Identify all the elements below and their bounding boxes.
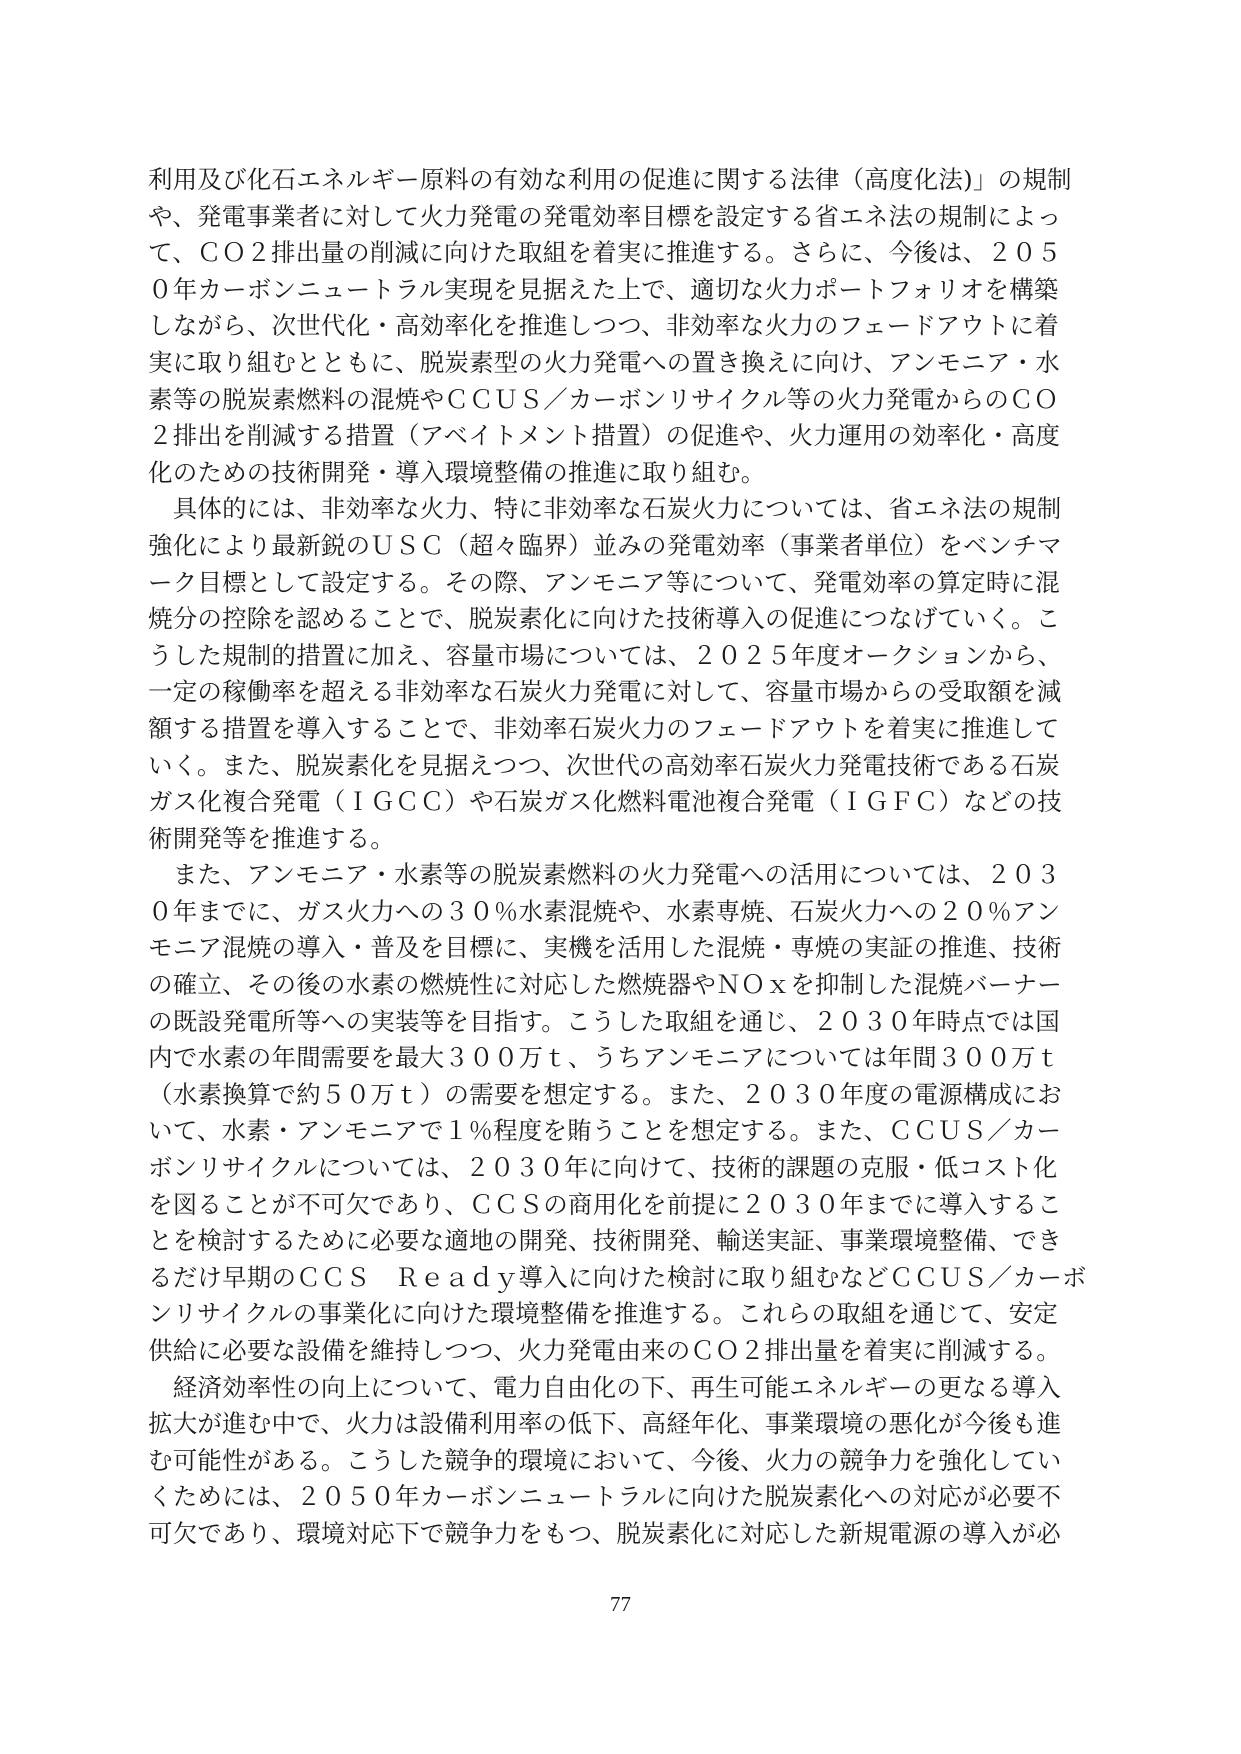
text-line: モニア混焼の導入・普及を目標に、実機を活用した混焼・専焼の実証の推進、技術 xyxy=(148,933,1062,963)
text-line: 強化により最新鋭のＵＳＣ（超々臨界）並みの発電効率（事業者単位）をベンチマ xyxy=(148,530,1062,560)
text-line: ーク目標として設定する。その際、アンモニア等について、発電効率の算定時に混 xyxy=(148,567,1060,597)
text-line: て、ＣＯ２排出量の削減に向けた取組を着実に推進する。さらに、今後は、２０５ xyxy=(148,238,1062,268)
text-line: うした規制的措置に加え、容量市場については、２０２５年度オークションから、 xyxy=(148,640,1063,670)
text-line: とを検討するために必要な適地の開発、技術開発、輸送実証、事業環境整備、でき xyxy=(148,1226,1062,1256)
text-line: （水素換算で約５０万ｔ）の需要を想定する。また、２０３０年度の電源構成にお xyxy=(148,1079,1062,1109)
text-line: 内で水素の年間需要を最大３００万ｔ、うちアンモニアについては年間３００万ｔ xyxy=(148,1043,1061,1073)
text-line: 額する措置を導入することで、非効率石炭火力のフェードアウトを着実に推進して xyxy=(148,713,1060,743)
text-line: ０年までに、ガス火力への３０％水素混焼や、水素専焼、石炭火力への２０％アン xyxy=(148,896,1061,926)
text-line: 実に取り組むとともに、脱炭素型の火力発電への置き換えに向け、アンモニア・水 xyxy=(148,347,1060,377)
text-line: 経済効率性の向上について、電力自由化の下、再生可能エネルギーの更なる導入 xyxy=(148,1372,1061,1402)
text-line: ンリサイクルの事業化に向けた環境整備を推進する。これらの取組を通じて、安定 xyxy=(148,1299,1058,1329)
text-line: しながら、次世代化・高効率化を推進しつつ、非効率な火力のフェードアウトに着 xyxy=(148,311,1059,341)
text-line: 可欠であり、環境対応下で競争力をもつ、脱炭素化に対応した新規電源の導入が必 xyxy=(148,1518,1061,1548)
text-line: 拡大が進む中で、火力は設備利用率の低下、高経年化、事業環境の悪化が今後も進 xyxy=(148,1409,1062,1439)
text-line: ガス化複合発電（ＩＧＣＣ）や石炭ガス化燃料電池複合発電（ＩＧＦＣ）などの技 xyxy=(148,787,1062,817)
text-line: の確立、その後の水素の燃焼性に対応した燃焼器やＮＯｘを抑制した混焼バーナー xyxy=(148,970,1062,1000)
text-line: 化のための技術開発・導入環境整備の推進に取り組む。 xyxy=(148,457,766,487)
page-number: 77 xyxy=(610,1592,631,1616)
body-text xyxy=(148,162,1088,1553)
text-line: 一定の稼働率を超える非効率な石炭火力発電に対して、容量市場からの受取額を減 xyxy=(148,677,1062,707)
text-line: 術開発等を推進する。 xyxy=(148,823,395,853)
text-line: ０年カーボンニュートラル実現を見据えた上で、適切な火力ポートフォリオを構築 xyxy=(148,274,1059,304)
text-line: む可能性がある。こうした競争的環境において、今後、火力の競争力を強化してい xyxy=(148,1445,1062,1475)
text-line: また、アンモニア・水素等の脱炭素燃料の火力発電への活用については、２０３ xyxy=(148,860,1061,890)
text-line: の既設発電所等への実装等を目指す。こうした取組を通じ、２０３０年時点では国 xyxy=(148,1006,1060,1036)
text-line: いく。また、脱炭素化を見据えつつ、次世代の高効率石炭火力発電技術である石炭 xyxy=(148,750,1060,780)
text-line: くためには、２０５０年カーボンニュートラルに向けた脱炭素化への対応が必要不 xyxy=(148,1482,1062,1512)
text-line: 素等の脱炭素燃料の混焼やＣＣＵＳ／カーボンリサイクル等の火力発電からのＣＯ xyxy=(148,384,1059,414)
text-line: 焼分の控除を認めることで、脱炭素化に向けた技術導入の促進につなげていく。こ xyxy=(148,604,1061,634)
text-line: 利用及び化石エネルギー原料の有効な利用の促進に関する法律（高度化法)」の規制 xyxy=(148,165,1072,194)
text-line: いて、水素・アンモニアで１％程度を賄うことを想定する。また、ＣＣＵＳ／カー xyxy=(148,1116,1062,1146)
text-line: 具体的には、非効率な火力、特に非効率な石炭火力については、省エネ法の規制 xyxy=(148,494,1062,524)
text-line: 供給に必要な設備を維持しつつ、火力発電由来のＣＯ２排出量を着実に削減する。 xyxy=(148,1336,1061,1365)
text-line: ボンリサイクルについては、２０３０年に向けて、技術的課題の克服・低コスト化 xyxy=(148,1153,1058,1183)
text-line: るだけ早期のＣＣＳ Ｒｅａｄｙ導入に向けた検討に取り組むなどＣＣＵＳ／カーボ xyxy=(148,1262,1087,1292)
text-line: ２排出を削減する措置（アベイトメント措置）の促進や、火力運用の効率化・高度 xyxy=(148,421,1061,451)
text-line: や、発電事業者に対して火力発電の発電効率目標を設定する省エネ法の規制によっ xyxy=(148,201,1062,231)
text-line: を図ることが不可欠であり、ＣＣＳの商用化を前提に２０３０年までに導入するこ xyxy=(148,1189,1062,1219)
